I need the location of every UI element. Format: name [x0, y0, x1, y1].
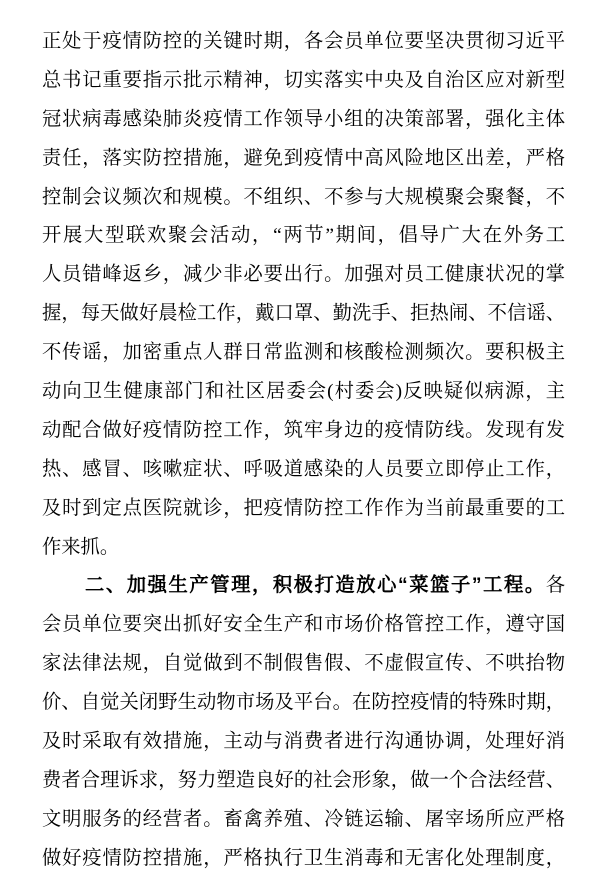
text-run: 人员错峰返乡，减少非必要出行。加强对员工健康状况的掌 — [42, 264, 565, 286]
text-run: 各 — [545, 575, 565, 597]
text-line — [42, 490, 565, 529]
text-line — [42, 606, 565, 645]
text-line — [42, 334, 565, 373]
text-run: 家法律法规，自觉做到不制假售假、不虚假宣传、不哄抬物 — [42, 653, 565, 675]
text-run: 及时到定点医院就诊，把疫情防控工作作为当前最重要的工 — [42, 497, 565, 519]
text-run: 动向卫生健康部门和社区居委会(村委会)反映疑似病源，主 — [42, 381, 565, 403]
text-run: 会员单位要突出抓好安全生产和市场价格管控工作，遵守国 — [42, 614, 565, 636]
text-run: 热、感冒、咳嗽症状、呼吸道感染的人员要立即停止工作， — [42, 458, 565, 480]
text-run: 正处于疫情防控的关键时期，各会员单位要坚决贯彻习近平 — [42, 31, 565, 52]
text-line — [42, 217, 565, 256]
paragraph-section-2-production-management — [42, 567, 565, 878]
text-run: 责任，落实防控措施，避免到疫情中高风险地区出差，严格 — [42, 147, 565, 169]
text-run: 文明服务的经营者。畜禽养殖、冷链运输、屠宰场所应严格 — [42, 808, 565, 830]
text-run: 做好疫情防控措施，严格执行卫生消毒和无害化处理制度， — [42, 847, 565, 869]
text-run: 作来抓。 — [42, 536, 120, 558]
text-run: 开展大型联欢聚会活动，“两节”期间，倡导广大在外务工 — [42, 225, 565, 247]
text-run: 握，每天做好晨检工作，戴口罩、勤洗手、拒热闹、不信谣、 — [42, 303, 565, 325]
text-line — [42, 256, 565, 295]
text-run: 价、自觉关闭野生动物市场及平台。在防控疫情的特殊时期， — [42, 692, 565, 714]
text-line — [42, 451, 565, 490]
text-line — [42, 179, 565, 218]
text-run: 不传谣，加密重点人群日常监测和核酸检测频次。要积极主 — [42, 342, 565, 364]
text-line — [42, 840, 565, 879]
section-heading: 二、加强生产管理，积极打造放心“菜篮子”工程。 — [85, 575, 546, 597]
text-line — [42, 373, 565, 412]
paragraph-epidemic-prevention-continuation — [42, 23, 565, 567]
text-line — [42, 645, 565, 684]
text-line — [42, 567, 565, 606]
text-run: 及时采取有效措施，主动与消费者进行沟通协调，处理好消 — [42, 731, 565, 753]
text-line — [42, 295, 565, 334]
text-run: 控制会议频次和规模。不组织、不参与大规模聚会聚餐，不 — [42, 186, 565, 208]
text-line — [42, 801, 565, 840]
text-line — [42, 762, 565, 801]
text-line — [42, 101, 565, 140]
text-line — [42, 412, 565, 451]
text-line — [42, 529, 565, 568]
text-line — [42, 23, 565, 62]
text-run: 费者合理诉求，努力塑造良好的社会形象，做一个合法经营、 — [42, 769, 565, 791]
text-run: 冠状病毒感染肺炎疫情工作领导小组的决策部署，强化主体 — [42, 108, 565, 130]
text-line — [42, 140, 565, 179]
text-line — [42, 62, 565, 101]
text-line — [42, 684, 565, 723]
text-run: 动配合做好疫情防控工作，筑牢身边的疫情防线。发现有发 — [42, 419, 565, 441]
text-run: 总书记重要指示批示精神，切实落实中央及自治区应对新型 — [42, 69, 565, 91]
document-body — [42, 23, 565, 879]
text-line — [42, 723, 565, 762]
